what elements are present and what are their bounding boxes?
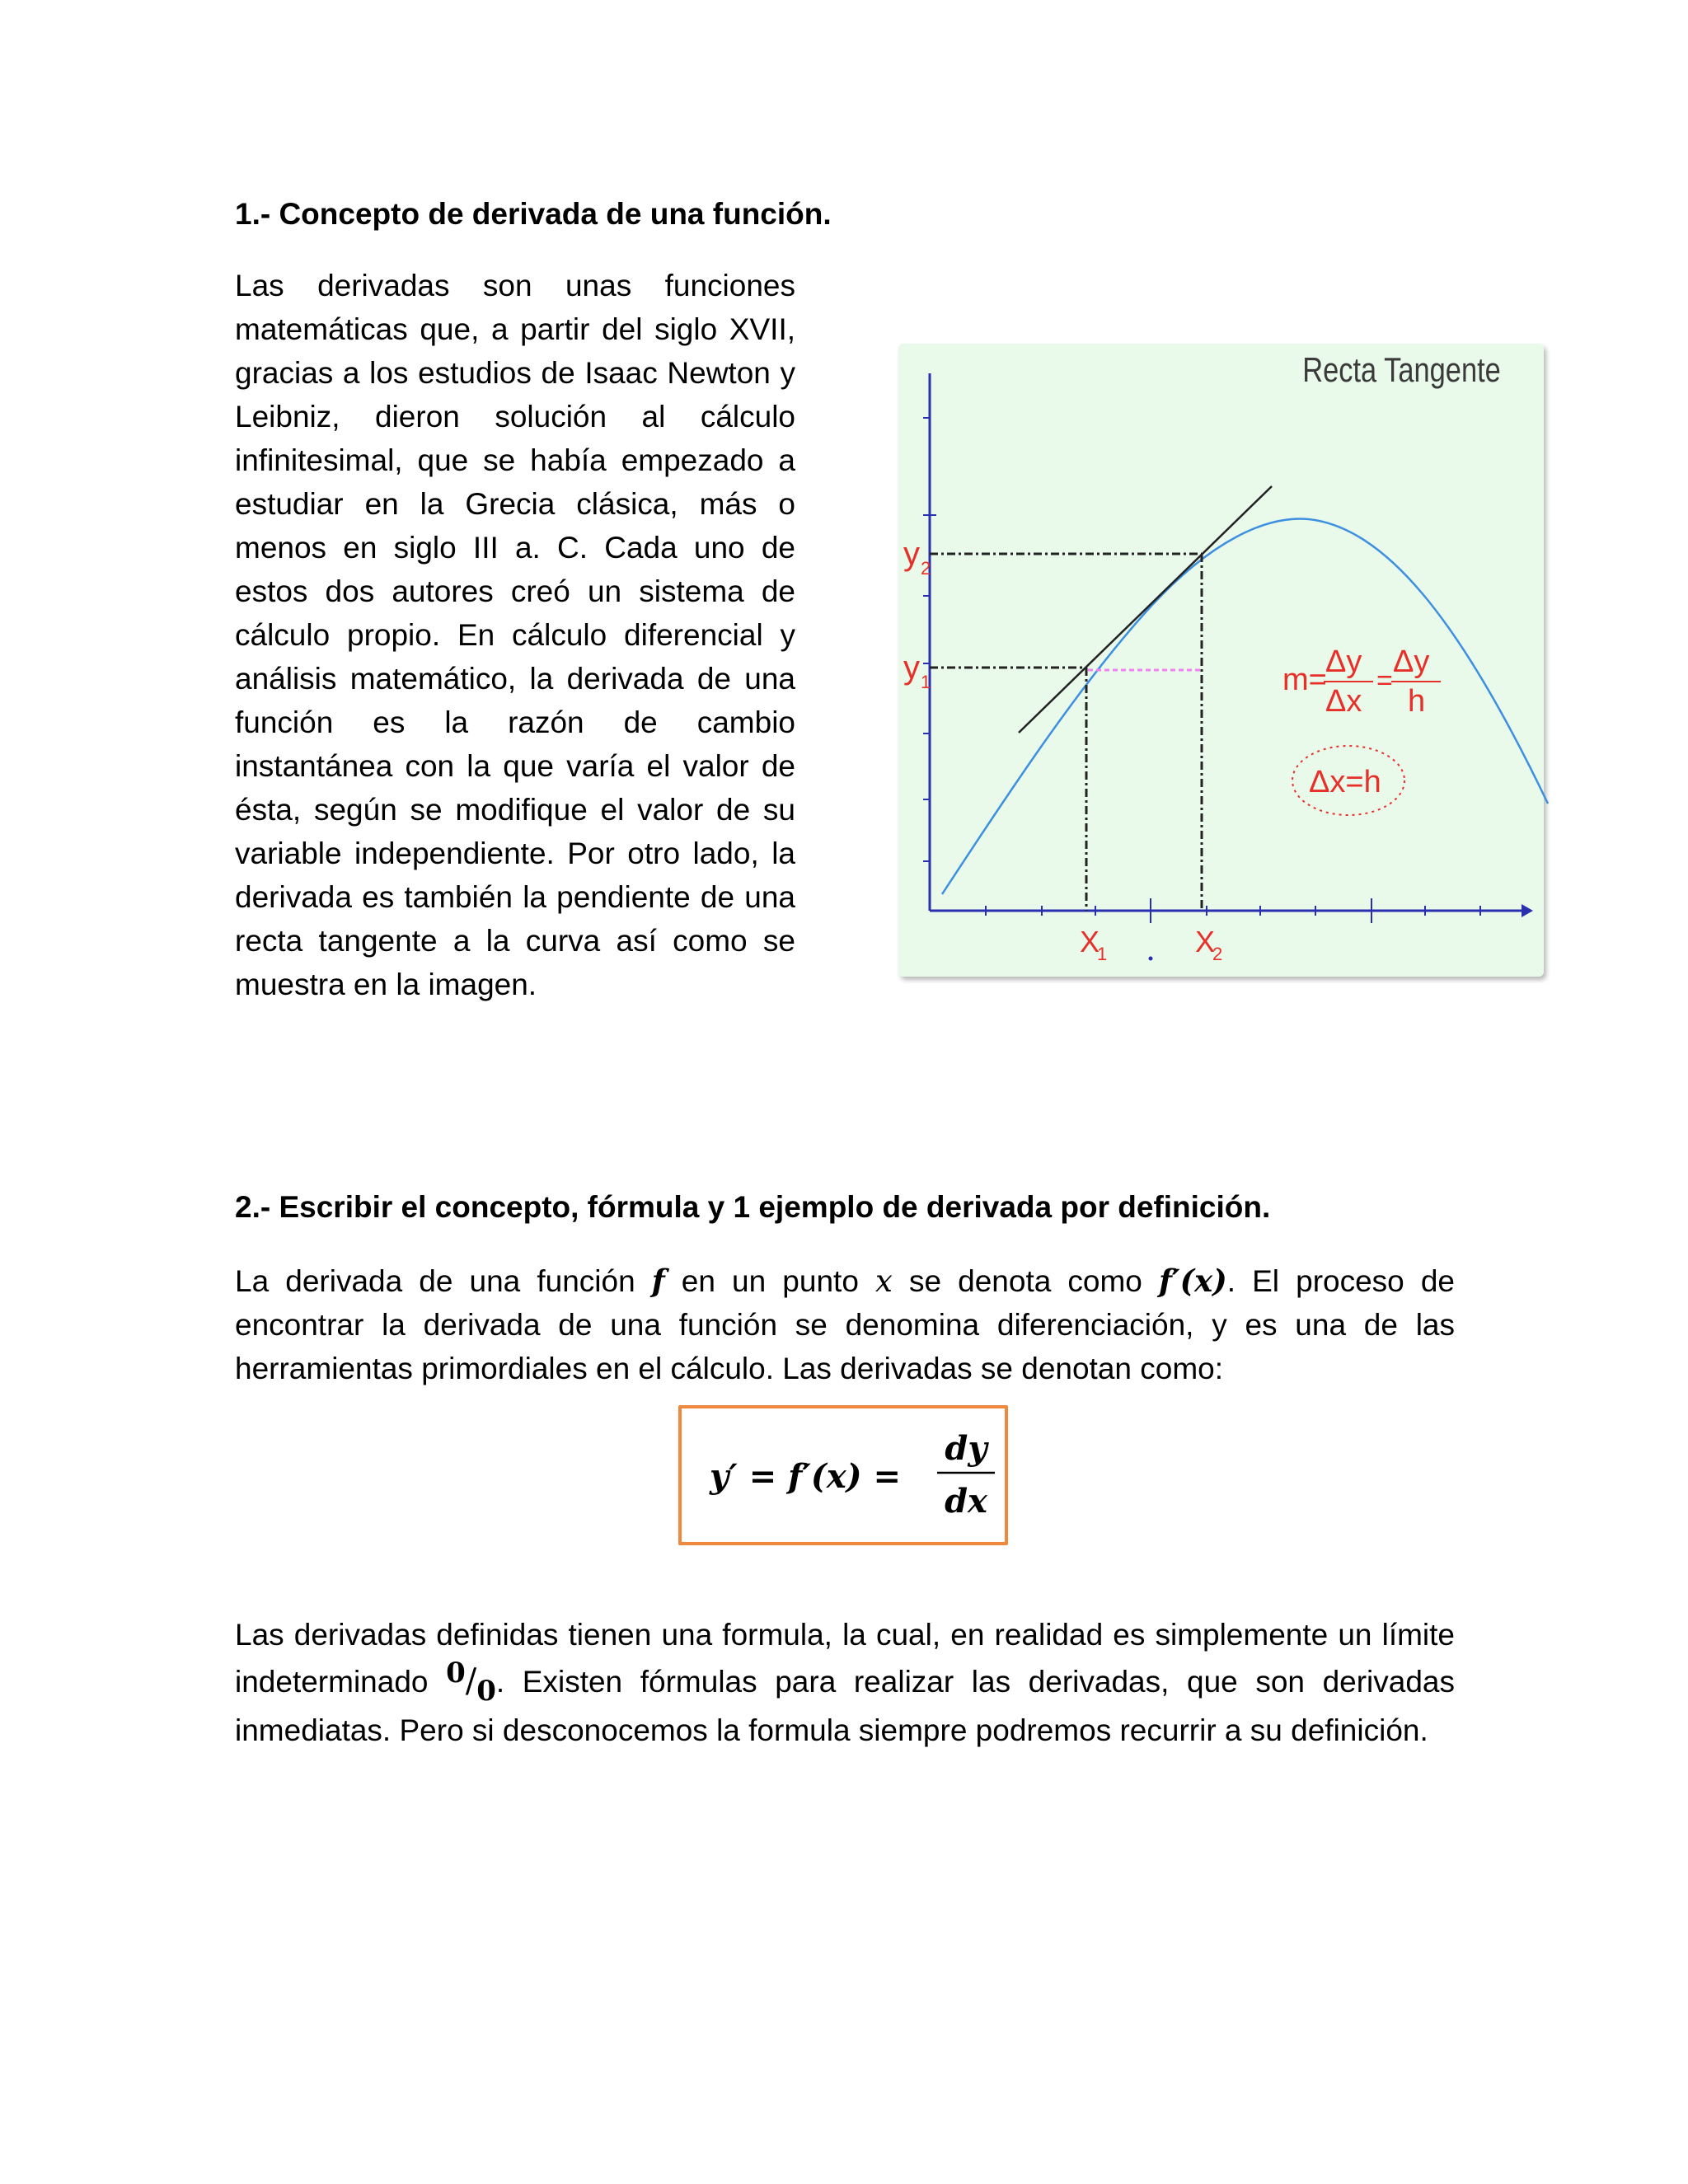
p2-text-b: . Existen fórmulas para realizar las derivadas, que son derivadas inmediatas. Pero si desconocemos la formula siempre podremos recurrir a su definición.	[235, 1665, 1456, 1747]
tangent-line-figure	[897, 342, 1550, 983]
section-1-heading: 1.- Concepto de derivada de una función.	[235, 197, 832, 231]
formula-lhs: y′ = f′(x) =	[710, 1457, 902, 1496]
frac-numerator: 0	[446, 1657, 466, 1690]
figure-title: Recta Tangente	[1302, 350, 1501, 390]
p1-text-d: . El proceso de encontrar la derivada de una función se denomina diferenciación, y es una de las herramientas primordiales en el cálculo. Las derivadas se denotan como:	[235, 1264, 1456, 1385]
section-2-paragraph-1	[235, 1259, 1455, 1390]
label-x1-sub: 1	[1097, 944, 1108, 964]
slope-equals: =	[1376, 665, 1393, 696]
zero-over-zero	[446, 1657, 496, 1708]
slope-delta-y: Δy	[1325, 644, 1362, 679]
label-y1-sub: 1	[921, 672, 931, 692]
p2-text-a: Las derivadas definidas tienen una formula, la cual, en realidad es simplemente un límite indeterminado	[235, 1618, 1455, 1699]
section-2-heading: 2.- Escribir el concepto, fórmula y 1 ejemplo de derivada por definición.	[235, 1190, 1271, 1224]
label-x1: X	[1080, 925, 1100, 958]
p1-text-a: La derivada de una función	[235, 1264, 652, 1298]
figure-background	[898, 344, 1544, 977]
frac-denominator: 0	[476, 1675, 496, 1708]
label-x2: X	[1195, 925, 1216, 958]
section-1-paragraph: Las derivadas son unas funciones matemáticas que, a partir del siglo XVII, gracias a los estudios de Isaac Newton y Leibniz, dieron solución al cálculo infinitesimal, que se había empezado a estudiar en la Grecia clásica, más o menos en siglo III a. C. Cada uno de estos dos autores creó un sistema de cálculo propio. En cálculo diferencial y análisis matemático, la derivada de una función es la razón de cambio instantánea con la que varía el valor de ésta, según se modifique el valor de su variable independiente. Por otro lado, la derivada es también la pendiente de una recta tangente a la curva así como se muestra en la imagen.	[235, 269, 795, 1001]
label-y2: y	[903, 536, 920, 572]
label-y2-sub: 2	[921, 558, 931, 579]
p1-derivative-notation: f′(x)	[1159, 1263, 1227, 1299]
slope-delta-y-2: Δy	[1393, 644, 1430, 679]
p1-var-f: f	[651, 1263, 665, 1299]
slope-h: h	[1408, 684, 1426, 719]
p1-var-x: x	[875, 1263, 893, 1299]
dx-equals-h: Δx=h	[1309, 765, 1381, 799]
formula-denominator: dx	[945, 1482, 987, 1521]
label-y1: y	[903, 649, 920, 686]
p1-text-c: se denota como	[892, 1264, 1159, 1298]
section-2-paragraph-2	[235, 1611, 1455, 1754]
frac-slash: /	[465, 1662, 477, 1700]
label-x2-sub: 2	[1212, 944, 1223, 964]
slope-delta-x: Δx	[1325, 684, 1362, 719]
derivative-formula	[682, 1408, 1005, 1542]
slope-m: m=	[1282, 663, 1327, 697]
p1-text-b: en un punto	[664, 1264, 875, 1298]
axis-dot	[1149, 957, 1153, 961]
formula-numerator: dy	[945, 1429, 987, 1468]
derivative-formula-box	[678, 1405, 1008, 1545]
